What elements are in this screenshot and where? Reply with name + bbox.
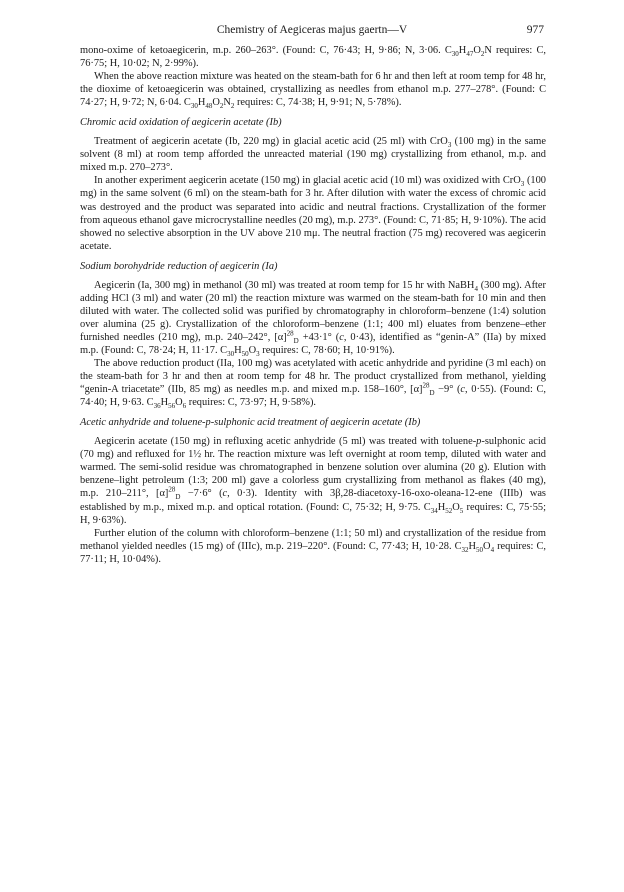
page-header	[80, 24, 544, 40]
paragraph: The above reduction product (IIa, 100 mg) was acetylated with acetic anhydride and pyridine (3 ml each) on the steam-bath for 3 hr and then at room temp for 48 hr. The product crystallized from methanol, yielding “genin-A triacetate” (IIb, 85 mg) as needles m.p. and mixed m.p. 158–160°, $[\alpha]^{28}_D -9^\circ$ (c, 0·55). (Found: C, 74·40; H, 9·63. $C_{36}H_{56}O_6$ requires: C, 73·97; H, 9·58%).	[80, 358, 546, 411]
running-title: Chemistry of Aegiceras majus gaertn—V	[216, 24, 408, 36]
paragraph: Aegicerin acetate (150 mg) in refluxing acetic anhydride (5 ml) was treated with toluene-p-sulphonic acid (70 mg) and refluxed for 1½ hr. The reaction mixture was left overnight at room temp, diluted with water and warmed. The semi-solid residue was chromatographed in benzene solution over alumina (20 g). Elution with benzene–light petroleum (1:3; 200 ml) gave a colorless gum crystallizing from methanol as flakes (40 mg), m.p. 210–211°, $[\alpha]^{28}_D -7\cdot 6^\circ$ (c, 0·3). Identity with 3β,28-diacetoxy-16-oxo-oleana-12-ene (IIIb) was established by m.p., mixed m.p. and optical rotation. (Found: C, 75·32; H, 9·75. $C_{34}H_{52}O_5$ requires: C, 75·55; H, 9·63%).	[80, 436, 546, 526]
paragraph: mono-oxime of ketoaegicerin, m.p. 260–263°. (Found: C, 76·43; H, 9·86; N, 3·06. $C_{30}H_{47}O_2N$ requires: C, 76·75; H, 10·02; N, 2·99%).	[80, 45, 546, 70]
section-heading: Sodium borohydride reduction of aegicerin (Ia)	[80, 260, 278, 272]
page-number: 977	[526, 24, 544, 36]
section-heading: Acetic anhydride and toluene-p-sulphonic acid treatment of aegicerin acetate (Ib)	[80, 417, 421, 429]
paragraph: Further elution of the column with chloroform–benzene (1:1; 50 ml) and crystallization of the residue from methanol yielded needles (15 mg) of (IIIc), m.p. 219–220°. (Found: C, 77·43; H, 10·28. $C_{32}H_{50}O_4$ requires: C, 77·11; H, 10·04%).	[80, 527, 546, 565]
paragraph: Treatment of aegicerin acetate (Ib, 220 mg) in glacial acetic acid (25 ml) with CrO$_3$ (100 mg) in the same solvent (8 ml) at room temp afforded the unreacted material (190 mg) crystallizing from ethanol, m.p. and mixed m.p. 270–273°.	[80, 136, 546, 174]
paragraph: Aegicerin (Ia, 300 mg) in methanol (30 ml) was treated at room temp for 15 hr with NaBH$_4$ (300 mg). After adding HCl (3 ml) and water (20 ml) the reaction mixture was warmed on the steam-bath for 10 min and then diluted with water. The collected solid was purified by chromatography in chloroform–benzene (1:4) solution over alumina (25 g). Crystallization of the chloroform–benzene (1:1; 400 ml) eluates from benzene–ether furnished needles (210 mg), m.p. 240–242°, $[\alpha]^{28}_D +43\cdot 1^\circ$ (c, 0·43), identified as “genin-A” (IIa) by mixed m.p. (Found: C, 78·24; H, 11·17. $C_{30}H_{50}O_3$ requires: C, 78·60; H, 10·91%).	[80, 279, 547, 359]
section-heading: Chromic acid oxidation of aegicerin acetate (Ib)	[80, 117, 282, 129]
paragraph: In another experiment aegicerin acetate (150 mg) in glacial acetic acid (10 ml) was oxidized with CrO$_3$ (100 mg) in the same solvent (6 ml) on the steam-bath for 3 hr. After dilution with water the excess of chromic acid was destroyed and the product was separated into acidic and neutral fractions. Crystallization of the former from aqueous ethanol gave microcrystalline needles (20 mg), m.p. 273°. (Found: C, 71·85; H, 9·10%). The acid showed no selective absorption in the UV above 210 mμ. The neutral fraction (75 mg) recovered was aegicerin acetate.	[80, 175, 546, 252]
article-body	[80, 44, 546, 566]
paragraph: When the above reaction mixture was heated on the steam-bath for 6 hr and then left at room temp for 48 hr, the dioxime of ketoaegicerin was obtained, crystallizing as needles from ethanol m.p. 277–278°. (Found: C 74·27; H, 9·72; N, 6·04. $C_{30}H_{48}O_2N_2$ requires: C, 74·38; H, 9·91; N, 5·78%).	[80, 71, 546, 111]
